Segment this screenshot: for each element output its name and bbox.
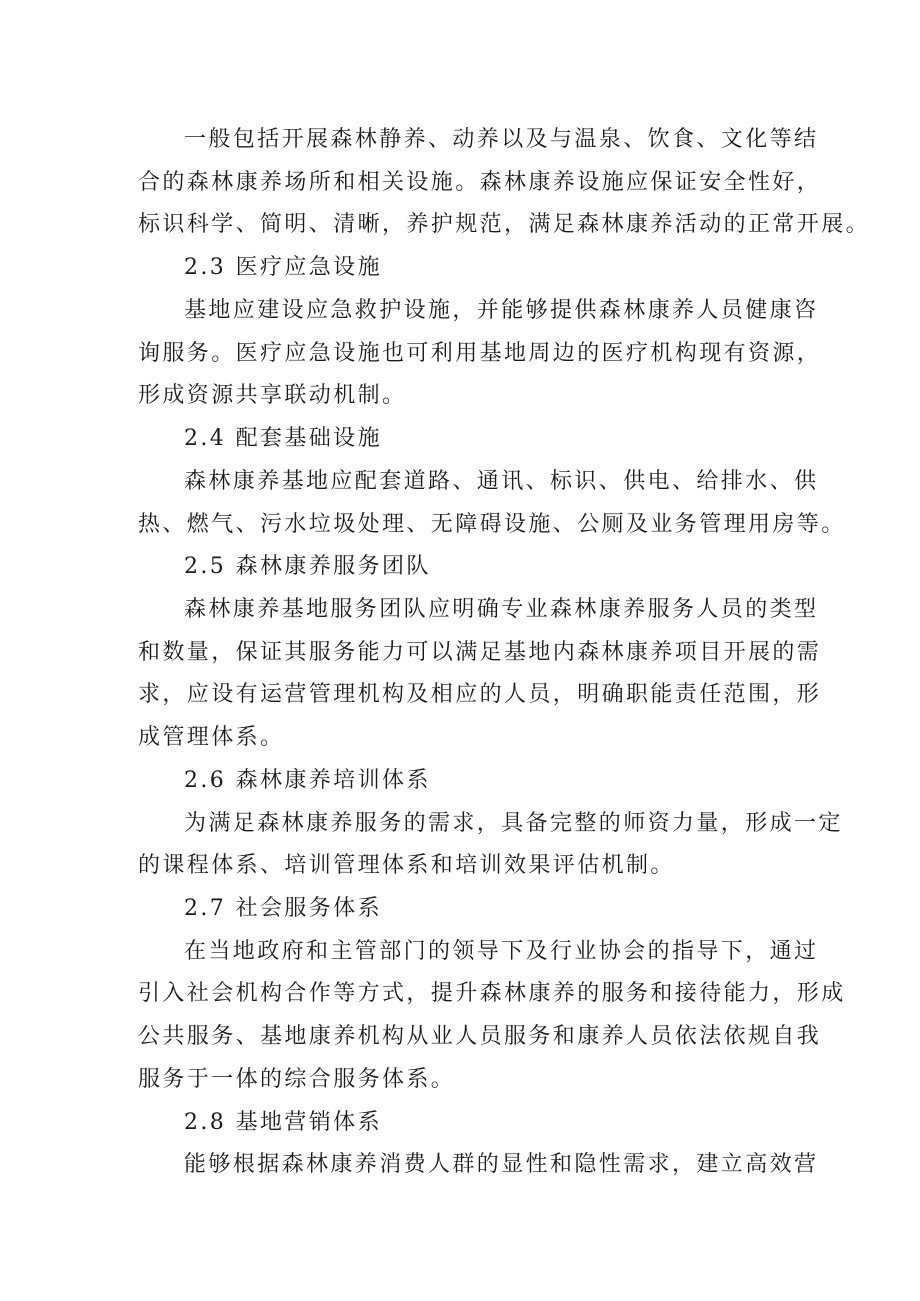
paragraph-line: 和数量，保证其服务能力可以满足基地内森林康养项目开展的需 bbox=[138, 640, 822, 665]
paragraph-line: 森林康养基地应配套道路、通讯、标识、供电、给排水、供 bbox=[184, 469, 819, 494]
paragraph-line: 在当地政府和主管部门的领导下及行业协会的指导下，通过 bbox=[184, 939, 819, 964]
section-heading-2-7: 2.7 社会服务体系 bbox=[184, 896, 382, 921]
paragraph-line: 服务于一体的综合服务体系。 bbox=[138, 1067, 456, 1092]
paragraph-line: 成管理体系。 bbox=[138, 725, 285, 750]
section-heading-2-8: 2.8 基地营销体系 bbox=[184, 1110, 382, 1135]
paragraph-line: 形成资源共享联动机制。 bbox=[138, 383, 407, 408]
section-heading-2-6: 2.6 森林康养培训体系 bbox=[184, 768, 431, 793]
paragraph-line: 询服务。医疗应急设施也可利用基地周边的医疗机构现有资源， bbox=[138, 341, 822, 366]
paragraph-line: 基地应建设应急救护设施，并能够提供森林康养人员健康咨 bbox=[184, 298, 819, 323]
paragraph-line: 求，应设有运营管理机构及相应的人员，明确职能责任范围，形 bbox=[138, 682, 822, 707]
paragraph-line: 热、燃气、污水垃圾处理、无障碍设施、公厕及业务管理用房等。 bbox=[138, 512, 846, 537]
paragraph-line: 合的森林康养场所和相关设施。森林康养设施应保证安全性好， bbox=[138, 170, 822, 195]
paragraph-line: 为满足森林康养服务的需求，具备完整的师资力量，形成一定 bbox=[184, 811, 843, 836]
section-heading-2-4: 2.4 配套基础设施 bbox=[184, 426, 382, 451]
paragraph-line: 标识科学、简明、清晰，养护规范，满足森林康养活动的正常开展。 bbox=[138, 212, 871, 237]
paragraph-line: 的课程体系、培训管理体系和培训效果评估机制。 bbox=[138, 853, 675, 878]
section-heading-2-5: 2.5 森林康养服务团队 bbox=[184, 554, 431, 579]
paragraph-line: 森林康养基地服务团队应明确专业森林康养服务人员的类型 bbox=[184, 597, 819, 622]
paragraph-line: 能够根据森林康养消费人群的显性和隐性需求，建立高效营 bbox=[184, 1152, 819, 1177]
paragraph-line: 公共服务、基地康养机构从业人员服务和康养人员依法依规自我 bbox=[138, 1024, 822, 1049]
paragraph-line: 引入社会机构合作等方式，提升森林康养的服务和接待能力，形成 bbox=[138, 981, 846, 1006]
section-heading-2-3: 2.3 医疗应急设施 bbox=[184, 255, 382, 280]
paragraph-line: 一般包括开展森林静养、动养以及与温泉、饮食、文化等结 bbox=[184, 127, 819, 152]
